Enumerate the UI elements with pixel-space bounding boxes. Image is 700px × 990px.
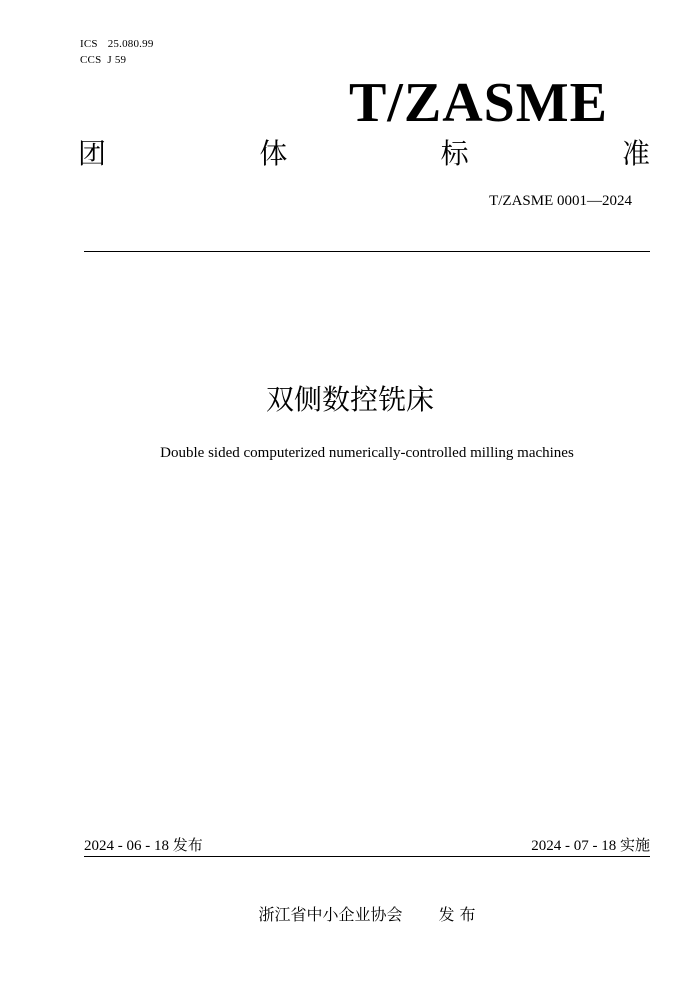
- implement-date-suffix: 实施: [619, 836, 650, 854]
- ccs-line: [80, 54, 126, 66]
- ics-line: [80, 38, 154, 50]
- standard-type-char: 准: [621, 137, 650, 170]
- issuer-action: 发 布: [438, 905, 476, 924]
- standard-type-char: 团: [78, 137, 107, 170]
- issuer-line: [0, 905, 700, 925]
- standard-type-char: 体: [259, 137, 288, 170]
- title-english: Double sided computerized numerically-controlled milling machines: [160, 445, 574, 461]
- top-divider: [84, 251, 650, 252]
- issuer-organization: 浙江省中小企业协会: [258, 905, 403, 924]
- publish-date-value: 2024 - 06 - 18: [84, 838, 169, 854]
- publish-date: [84, 835, 203, 856]
- ccs-label: CCS: [80, 54, 102, 66]
- ics-code: 25.080.99: [107, 38, 154, 50]
- standard-type: [78, 136, 650, 172]
- association-brand-logo: T/ZASME: [348, 72, 608, 134]
- title-chinese: 双侧数控铣床: [265, 383, 434, 416]
- bottom-divider: [84, 856, 650, 857]
- ics-label: ICS: [80, 38, 98, 50]
- publish-date-suffix: 发布: [172, 836, 203, 854]
- implement-date-value: 2024 - 07 - 18: [531, 838, 617, 854]
- ccs-code: J 59: [107, 54, 127, 66]
- standard-number: T/ZASME 0001—2024: [489, 193, 632, 209]
- implement-date: [531, 835, 650, 856]
- standard-type-char: 标: [440, 137, 469, 170]
